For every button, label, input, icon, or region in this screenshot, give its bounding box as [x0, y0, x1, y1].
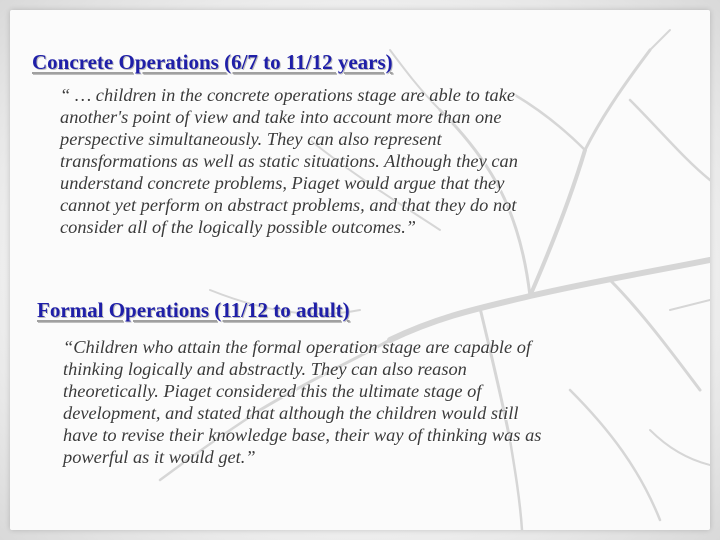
- section-heading-concrete-operations: Concrete Operations (6/7 to 11/12 years): [32, 50, 393, 74]
- quote-line: theoretically. Piaget considered this the ultimate stage of: [63, 381, 482, 401]
- quote-line: powerful as it would get.”: [63, 447, 256, 467]
- quote-line: development, and stated that although the children would still: [63, 403, 519, 423]
- quote-line: understand concrete problems, Piaget would argue that they: [60, 173, 505, 193]
- quote-line: consider all of the logically possible outcomes.”: [60, 217, 417, 237]
- quote-line: perspective simultaneously. They can also represent: [60, 129, 442, 149]
- quote-line: “Children who attain the formal operation stage are capable of: [63, 337, 532, 357]
- quote-line: “ … children in the concrete operations stage are able to take: [60, 85, 516, 105]
- quote-line: cannot yet perform on abstract problems, and that they do not: [60, 195, 517, 215]
- quote-line: thinking logically and abstractly. They can also reason: [63, 359, 467, 379]
- quote-line: have to revise their knowledge base, their way of thinking was as: [63, 425, 542, 445]
- slide: [10, 10, 710, 530]
- quote-concrete-operations: [60, 84, 518, 238]
- section-heading-formal-operations: Formal Operations (11/12 to adult): [37, 298, 350, 322]
- quote-line: another's point of view and take into account more than one: [60, 107, 502, 127]
- quote-line: transformations as well as static situations. Although they can: [60, 151, 518, 171]
- quote-formal-operations: [63, 336, 541, 468]
